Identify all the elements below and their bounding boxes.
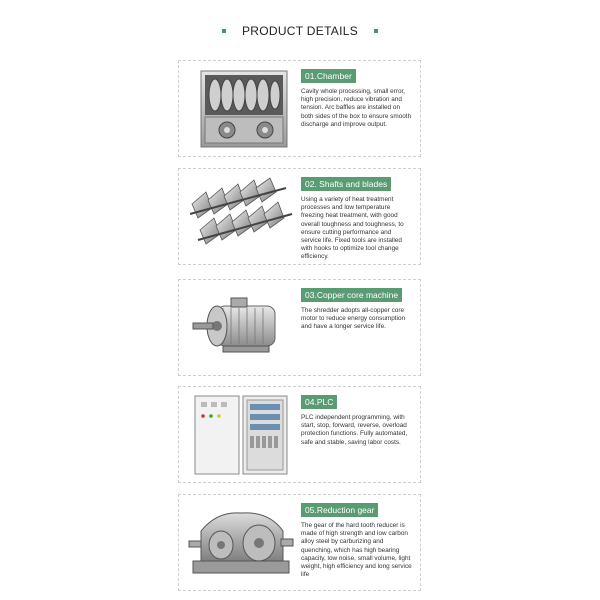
card-description: Cavity whole processing, small error, high precision, reduce vibration and tension. Arc baffles are installed on both sides of the box to ensure smooth discharge and improve output.: [301, 88, 412, 128]
card-description: Using a variety of heat treatment processes and low temperature freezing heat treatment, with good overall toughness and toughness, to ensure cutting performance and service life. Fixed tools are installed with hooks to optimize tool change efficiency.: [301, 196, 404, 261]
card-tag: 05.Reduction gear: [301, 503, 378, 517]
motor-image: [185, 286, 297, 369]
bullet-square-icon: [222, 29, 226, 33]
page-title: PRODUCT DETAILS: [241, 24, 359, 38]
detail-card-chamber: [178, 60, 421, 157]
blades-image: [185, 175, 297, 258]
bullet-square-icon: [374, 29, 378, 33]
gearbox-image: [185, 501, 297, 584]
card-description: PLC independent programming, with start, stop, forward, reverse, overload protection functions. Fully automated, safe and stable, saving labor costs.: [301, 414, 408, 446]
plc-cabinet-image: [185, 393, 297, 476]
detail-card-shafts-blades: [178, 168, 421, 265]
card-description: The gear of the hard tooth reducer is made of high strength and low carbon alloy steel by carburizing and quenching, which has high bearing capacity, low noise, small volume, light weight, high efficiency and long service life: [301, 522, 412, 579]
card-tag: 02. Shafts and blades: [301, 177, 391, 191]
card-tag: 04.PLC: [301, 395, 337, 409]
detail-card-copper-motor: [178, 279, 421, 376]
card-tag: 03.Copper core machine: [301, 288, 402, 302]
card-tag: 01.Chamber: [301, 69, 356, 83]
detail-card-reduction-gear: [178, 494, 421, 591]
card-description: The shredder adopts all-copper core motor to reduce energy consumption and have a longer service life.: [301, 307, 406, 331]
chamber-image: [185, 67, 297, 150]
page-header: [0, 22, 600, 40]
detail-card-plc: [178, 386, 421, 483]
